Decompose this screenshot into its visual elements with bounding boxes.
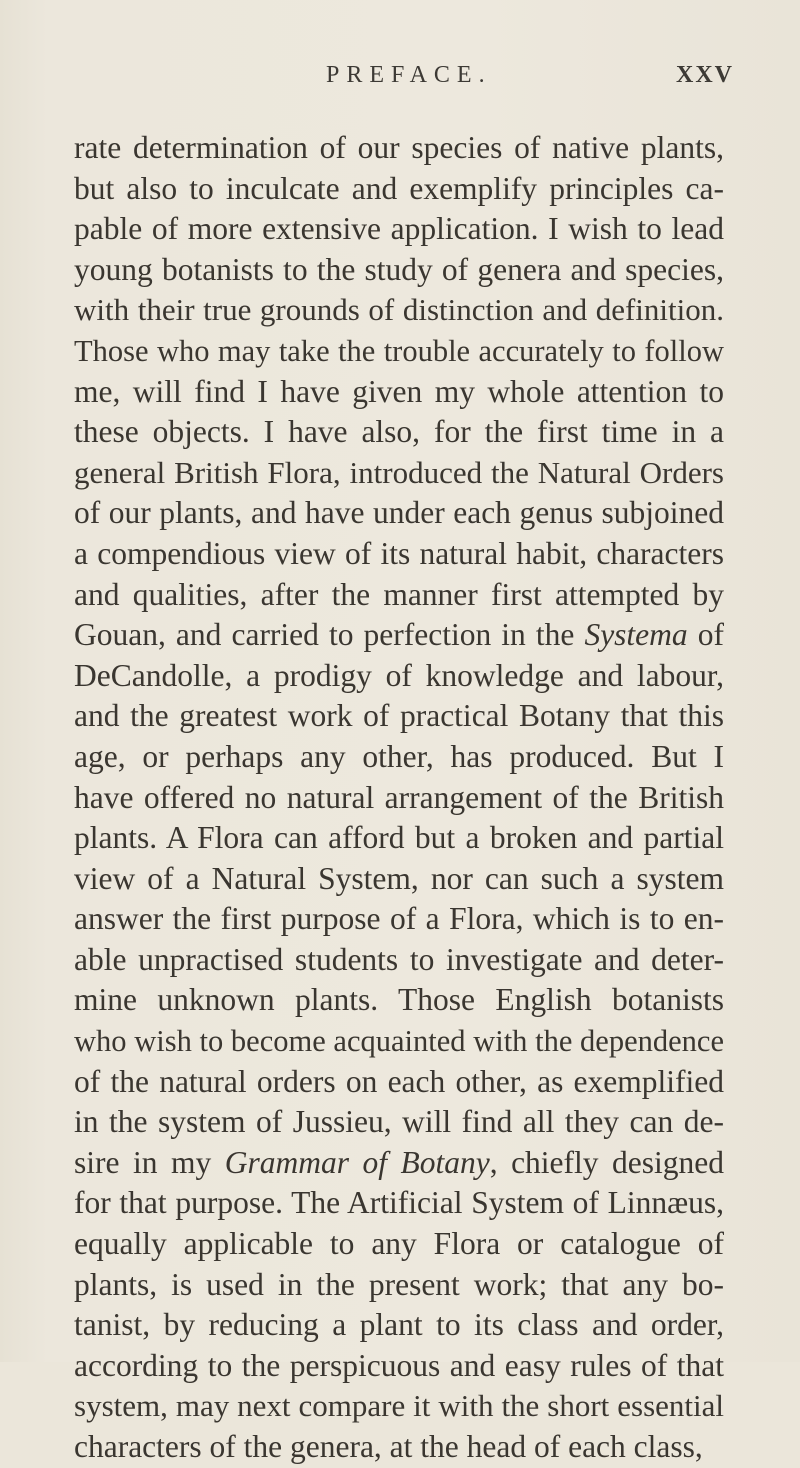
- text-line: sire in my Grammar of Botany, chiefly designed: [74, 1144, 724, 1180]
- text-line: answer the first purpose of a Flora, which is to en-: [74, 901, 724, 937]
- text-line: these objects. I have also, for the first time in a: [74, 414, 724, 450]
- body-text: [74, 128, 724, 1468]
- text-line: and the greatest work of practical Botany that this: [74, 698, 724, 734]
- text-line: of our plants, and have under each genus subjoined: [74, 495, 724, 531]
- text-line: tanist, by reducing a plant to its class and order,: [74, 1307, 724, 1343]
- text-line: age, or perhaps any other, has produced. But I: [74, 738, 724, 774]
- text-line: young botanists to the study of genera and species,: [74, 251, 724, 287]
- text-line: general British Flora, introduced the Natural Orders: [74, 454, 724, 490]
- text-line: plants, is used in the present work; that any bo-: [74, 1266, 724, 1302]
- text-line: view of a Natural System, nor can such a system: [74, 860, 724, 896]
- text-line: Gouan, and carried to perfection in the Systema of: [74, 617, 724, 653]
- text-line: system, may next compare it with the short essential: [74, 1388, 724, 1424]
- text-line: in the system of Jussieu, will find all they can de-: [74, 1104, 724, 1140]
- text-line: and qualities, after the manner first attempted by: [74, 576, 724, 612]
- running-title: PREFACE.: [326, 62, 492, 88]
- running-head: [0, 62, 800, 102]
- page-number: XXV: [676, 62, 734, 88]
- text-line: with their true grounds of distinction and definition.: [74, 292, 724, 328]
- text-line: mine unknown plants. Those English botanists: [74, 982, 724, 1018]
- text-line: for that purpose. The Artificial System of Linnæus,: [74, 1185, 724, 1221]
- italic-title: Systema: [584, 617, 688, 653]
- text-line: according to the perspicuous and easy rules of that: [74, 1347, 724, 1383]
- text-line: equally applicable to any Flora or catalogue of: [74, 1226, 724, 1262]
- text-line: who wish to become acquainted with the dependence: [74, 1024, 724, 1059]
- text-line: of the natural orders on each other, as exemplified: [74, 1063, 724, 1099]
- text-line: characters of the genera, at the head of each class,: [74, 1429, 703, 1464]
- text-line: but also to inculcate and exemplify principles ca-: [74, 170, 724, 206]
- text-line: me, will find I have given my whole attention to: [74, 373, 724, 409]
- text-line: Those who may take the trouble accurately to follow: [74, 333, 724, 368]
- text-line: DeCandolle, a prodigy of knowledge and labour,: [74, 657, 724, 693]
- text-line: able unpractised students to investigate and deter-: [74, 941, 724, 977]
- text-line: rate determination of our species of native plants,: [74, 130, 724, 165]
- text-line: a compendious view of its natural habit, characters: [74, 535, 724, 571]
- italic-title: Grammar of Botany: [224, 1144, 490, 1180]
- text-line: have offered no natural arrangement of the British: [74, 779, 724, 815]
- text-line: pable of more extensive application. I wish to lead: [74, 211, 724, 247]
- text-line: plants. A Flora can afford but a broken and partial: [74, 820, 724, 856]
